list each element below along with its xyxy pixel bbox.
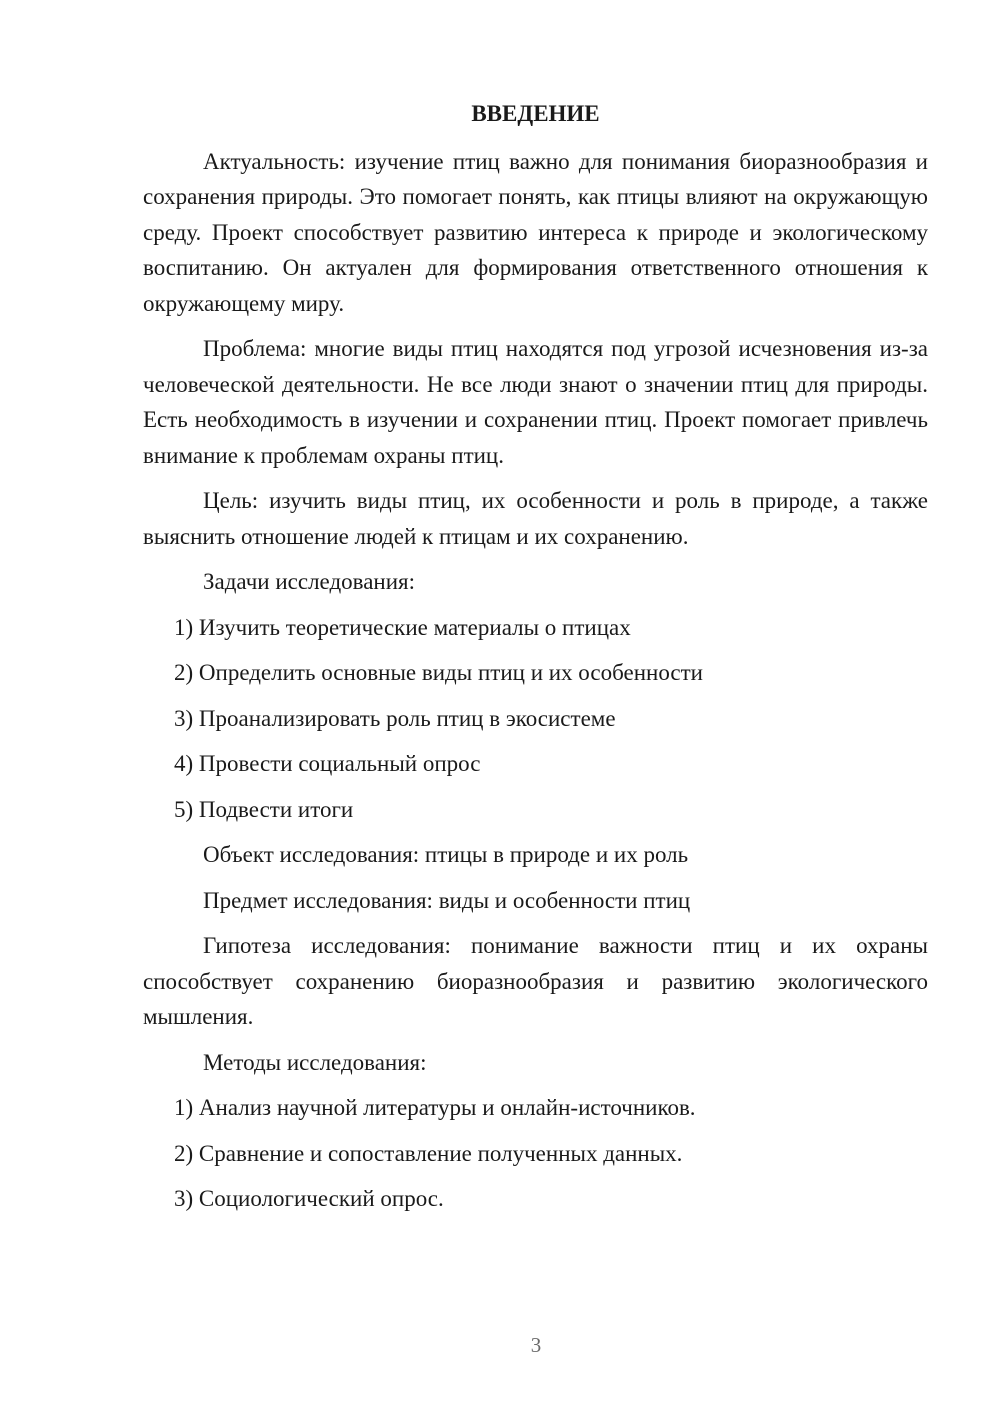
- list-item: 1) Анализ научной литературы и онлайн-источников.: [174, 1095, 696, 1120]
- problem-paragraph: Проблема: многие виды птиц находятся под угрозой исчезновения из-за человеческой деятельности. Не все люди знают о значении птиц для природы. Есть необходимость в изучении и сохранении птиц. Проект помогает привлечь внимание к проблемам охраны птиц.: [143, 336, 928, 468]
- methods-heading: Методы исследования:: [203, 1049, 427, 1075]
- list-item: 3) Социологический опрос.: [174, 1186, 444, 1211]
- list-item: 4) Провести социальный опрос: [174, 751, 481, 776]
- list-item: 1) Изучить теоретические материалы о птицах: [174, 614, 631, 640]
- goal-paragraph: Цель: изучить виды птиц, их особенности и роль в природе, а также выяснить отношение людей к птицам и их сохранению.: [143, 488, 928, 549]
- tasks-list: [143, 610, 928, 828]
- list-item: 5) Подвести итоги: [174, 796, 354, 822]
- hypothesis-paragraph: Гипотеза исследования: понимание важности птиц и их охраны способствует сохранению биоразнообразия и развитию экологического мышления.: [143, 933, 928, 1029]
- object-line: Объект исследования: птицы в природе и их роль: [203, 842, 689, 867]
- subject-line: Предмет исследования: виды и особенности птиц: [203, 887, 691, 913]
- list-item: 2) Определить основные виды птиц и их особенности: [174, 660, 703, 685]
- document-body: [143, 96, 928, 1227]
- list-item: 2) Сравнение и сопоставление полученных данных.: [174, 1140, 683, 1166]
- list-item: 3) Проанализировать роль птиц в экосистеме: [174, 705, 616, 731]
- relevance-paragraph: Актуальность: изучение птиц важно для понимания биоразнообразия и сохранения природы. Это помогает понять, как птицы влияют на окружающую среду. Проект способствует развитию интереса к природе и экологическому воспитанию. Он актуален для формирования ответственного отношения к окружающему миру.: [143, 148, 928, 316]
- page-number: 3: [530, 1333, 542, 1357]
- tasks-heading: Задачи исследования:: [203, 569, 416, 594]
- methods-list: [143, 1090, 928, 1217]
- page-title: ВВЕДЕНИЕ: [471, 101, 600, 126]
